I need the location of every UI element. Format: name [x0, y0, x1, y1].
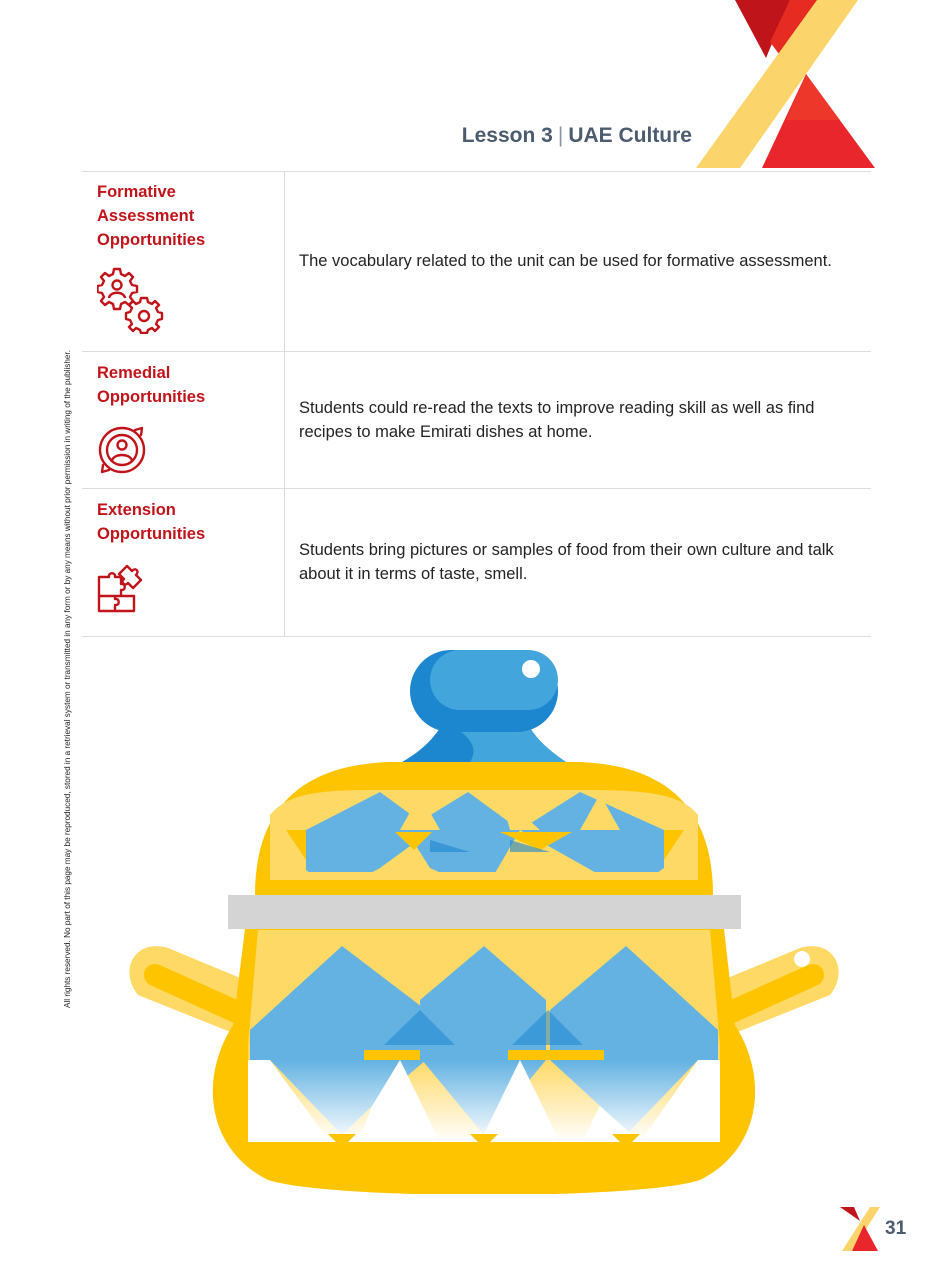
puzzle-icon [97, 560, 151, 614]
target-person-icon [97, 423, 151, 477]
table-row-formative [82, 171, 871, 351]
row-text-remedial: Students could re-read the texts to improve reading skill as well as find recipes to make Emirati dishes at home. [285, 351, 872, 488]
row-text-extension: Students bring pictures or samples of food from their own culture and talk about it in terms of taste, smell. [285, 488, 872, 636]
copyright-note: All rights reserved. No part of this page may be reproduced, stored in a retrieval system or transmitted in any form or by any means without prior permission in writing of the publisher. [63, 349, 72, 1008]
row-label-extension: Extension Opportunities [97, 500, 206, 543]
lesson-title: UAE Culture [568, 124, 692, 147]
row-text-formative: The vocabulary related to the unit can be used for formative assessment. [285, 171, 872, 351]
row-label-remedial: Remedial Opportunities [97, 363, 206, 406]
publisher-logo [838, 1207, 882, 1251]
row-label-formative: Formative Assessment Opportunities [97, 183, 206, 249]
header-separator: | [557, 124, 564, 147]
header-rule [82, 171, 871, 172]
page-number: 31 [885, 1218, 907, 1239]
table-row-remedial [82, 351, 871, 488]
opportunities-table [82, 171, 871, 637]
table-row-extension [82, 488, 871, 636]
page-header [462, 124, 692, 148]
gears-person-icon [97, 266, 165, 334]
corner-decoration [690, 0, 875, 168]
cooking-pot-illustration [118, 646, 850, 1194]
lesson-number: Lesson 3 [461, 124, 553, 147]
